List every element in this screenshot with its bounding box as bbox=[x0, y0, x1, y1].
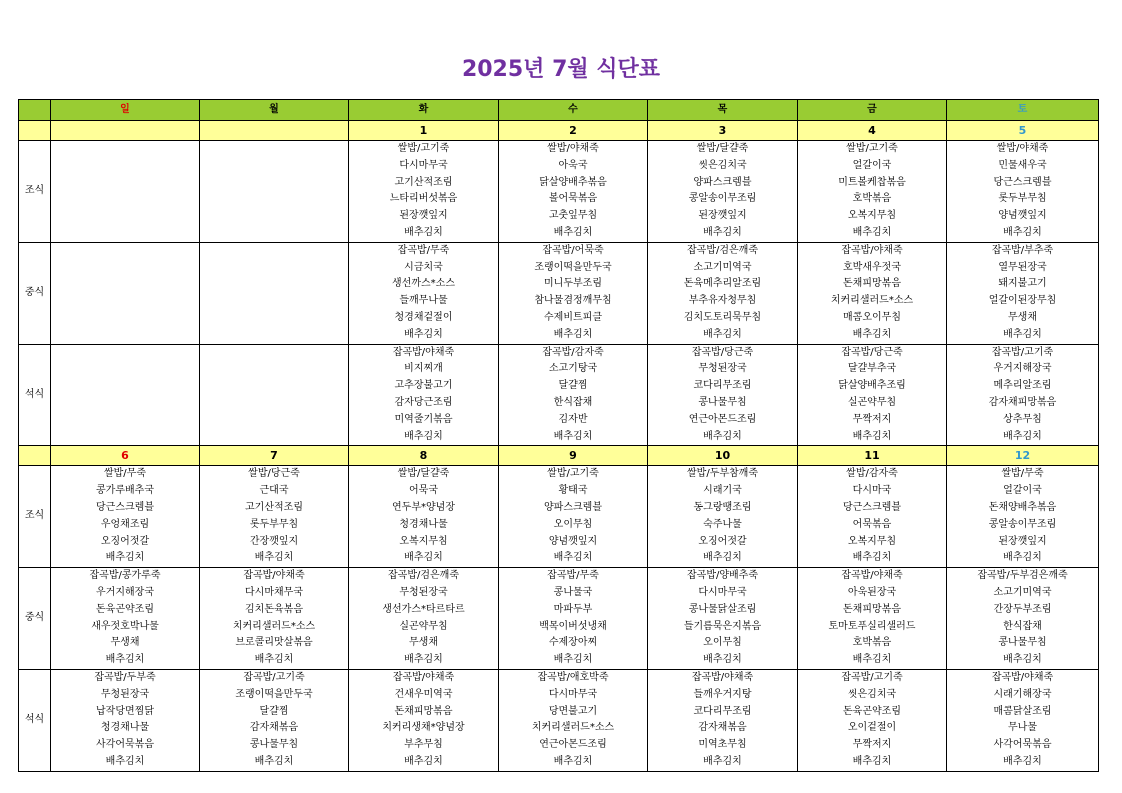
date-row bbox=[19, 446, 1099, 466]
menu-item: 아욱된장국 bbox=[847, 586, 897, 598]
menu-cell bbox=[947, 141, 1099, 243]
menu-item: 잡곡밥/양배추죽 bbox=[687, 570, 758, 582]
menu-item: 부추무침 bbox=[404, 739, 443, 751]
menu-item: 쌀밥/고기죽 bbox=[547, 468, 599, 480]
menu-item: 다시마무국 bbox=[399, 159, 448, 171]
menu-item: 메추리알조림 bbox=[993, 380, 1052, 392]
menu-item: 돈채양배추볶음 bbox=[988, 501, 1057, 513]
menu-item: 잡곡밥/어묵죽 bbox=[542, 244, 604, 256]
menu-item: 다시마국 bbox=[852, 485, 892, 497]
date-row-label bbox=[19, 121, 51, 141]
menu-item: 무생채 bbox=[409, 637, 438, 649]
header-corner bbox=[19, 100, 51, 121]
menu-item: 민물새우국 bbox=[998, 159, 1047, 171]
menu-item: 시래기국 bbox=[703, 485, 742, 497]
menu-item: 쌀밥/야채죽 bbox=[547, 143, 599, 154]
menu-item: 오이무침 bbox=[553, 518, 593, 530]
menu-item: 무나물 bbox=[1008, 722, 1037, 734]
menu-cell bbox=[798, 669, 947, 771]
menu-item: 상추무침 bbox=[1003, 413, 1042, 425]
menu-item: 들기름묵은지볶음 bbox=[683, 620, 762, 632]
menu-item: 치커리샐러드*소스 bbox=[531, 722, 615, 734]
menu-item: 고춧잎무침 bbox=[548, 210, 598, 222]
menu-item: 배추김치 bbox=[852, 328, 892, 340]
menu-item: 미역초무침 bbox=[698, 739, 747, 751]
menu-item: 토마토푸실리샐러드 bbox=[828, 620, 916, 632]
menu-item: 감자채볶음 bbox=[249, 722, 299, 734]
menu-item: 마파두부 bbox=[553, 603, 593, 615]
menu-item: 오복지무침 bbox=[847, 535, 897, 547]
menu-item: 잡곡밥/콩가루죽 bbox=[89, 570, 161, 582]
menu-item: 백목이버섯냉채 bbox=[539, 620, 607, 632]
menu-item: 수제장아찌 bbox=[548, 637, 598, 649]
menu-item: 콩알송이무조림 bbox=[988, 518, 1057, 530]
menu-item: 된장깻잎지 bbox=[698, 210, 747, 222]
weekday-header: 화 bbox=[349, 100, 499, 121]
menu-item: 배추김치 bbox=[254, 755, 294, 767]
menu-item: 잡곡밥/감자죽 bbox=[542, 346, 604, 358]
menu-item: 납작당면찜닭 bbox=[96, 705, 154, 717]
date-cell: 2 bbox=[499, 121, 648, 141]
menu-item: 무청된장국 bbox=[698, 363, 747, 375]
menu-item: 김자반 bbox=[558, 413, 588, 425]
menu-cell bbox=[200, 466, 349, 568]
menu-item: 생선가스*타르타르 bbox=[382, 603, 465, 615]
menu-item: 배추김치 bbox=[852, 430, 892, 442]
menu-item: 실곤약무침 bbox=[847, 396, 897, 408]
menu-item: 잡곡밥/두부죽 bbox=[94, 671, 156, 683]
meal-plan-table bbox=[18, 99, 1099, 772]
menu-item: 느타리버섯볶음 bbox=[389, 193, 458, 205]
meal-label: 조식 bbox=[19, 466, 51, 568]
menu-item: 된장깻잎지 bbox=[998, 535, 1047, 547]
menu-cell bbox=[947, 669, 1099, 771]
menu-item: 부추유자청무침 bbox=[688, 295, 757, 307]
meal-row bbox=[19, 466, 1099, 568]
menu-item: 콩나물무침 bbox=[698, 396, 747, 408]
menu-item: 배추김치 bbox=[703, 755, 742, 767]
menu-cell bbox=[798, 141, 947, 243]
menu-item: 잡곡밥/야채죽 bbox=[392, 671, 455, 683]
menu-item: 치커리생채*양념장 bbox=[382, 722, 465, 734]
menu-cell bbox=[947, 466, 1099, 568]
menu-item: 돈육곤약조림 bbox=[96, 603, 154, 615]
menu-cell bbox=[349, 141, 499, 243]
menu-item: 배추김치 bbox=[404, 430, 443, 442]
menu-cell bbox=[51, 669, 200, 771]
menu-item: 콩나물닭살조림 bbox=[688, 603, 757, 615]
menu-item: 새우젓호박나물 bbox=[91, 620, 159, 632]
date-cell: 9 bbox=[499, 446, 648, 466]
menu-item: 달걀찜 bbox=[259, 705, 289, 717]
date-cell bbox=[51, 121, 200, 141]
weekday-header: 월 bbox=[200, 100, 349, 121]
menu-item: 잡곡밥/검은깨죽 bbox=[687, 244, 758, 256]
menu-item: 간장깻잎지 bbox=[249, 535, 299, 547]
menu-item: 조랭이떡을만두국 bbox=[235, 688, 313, 700]
menu-item: 매콤닭살조림 bbox=[993, 705, 1052, 717]
menu-item: 쌀밥/야채죽 bbox=[996, 143, 1049, 154]
menu-item: 롯두부무침 bbox=[249, 518, 299, 530]
menu-item: 소고기미역국 bbox=[993, 586, 1052, 598]
menu-item: 달걀부추국 bbox=[847, 363, 897, 375]
menu-item: 돈채피망볶음 bbox=[843, 278, 901, 290]
menu-item: 근대국 bbox=[259, 485, 289, 497]
menu-cell bbox=[349, 344, 499, 446]
menu-item: 쌀밥/당근죽 bbox=[248, 468, 300, 480]
menu-item: 닭살양배추볶음 bbox=[539, 176, 607, 188]
menu-item: 배추김치 bbox=[553, 654, 593, 666]
menu-cell bbox=[499, 568, 648, 670]
menu-cell bbox=[200, 344, 349, 446]
menu-item: 콩나물국 bbox=[553, 586, 593, 598]
menu-cell bbox=[947, 242, 1099, 344]
menu-item: 소고기탕국 bbox=[548, 363, 598, 375]
menu-item: 달걀찜 bbox=[558, 380, 588, 392]
menu-item: 잡곡밥/고기죽 bbox=[841, 671, 903, 683]
date-cell: 7 bbox=[200, 446, 349, 466]
menu-item: 배추김치 bbox=[404, 755, 443, 767]
menu-item: 사각어묵볶음 bbox=[96, 739, 154, 751]
menu-item: 잡곡밥/무죽 bbox=[397, 244, 450, 256]
menu-item: 배추김치 bbox=[852, 226, 892, 238]
menu-item: 잡곡밥/부추죽 bbox=[991, 244, 1054, 256]
menu-item: 쌀밥/감자죽 bbox=[846, 468, 898, 480]
meal-row bbox=[19, 669, 1099, 771]
meal-label: 조식 bbox=[19, 141, 51, 243]
menu-item: 호박볶음 bbox=[852, 637, 892, 649]
menu-item: 연두부*양념장 bbox=[392, 501, 455, 513]
menu-item: 호박새우젓국 bbox=[843, 261, 901, 273]
menu-item: 얼갈이된장무침 bbox=[988, 295, 1057, 307]
menu-item: 배추김치 bbox=[852, 755, 892, 767]
menu-item: 김치도토리묵무침 bbox=[683, 311, 762, 323]
date-cell: 1 bbox=[349, 121, 499, 141]
menu-item: 다시마채무국 bbox=[245, 586, 303, 598]
menu-cell bbox=[51, 141, 200, 243]
menu-cell bbox=[349, 242, 499, 344]
menu-item: 잡곡밥/야채죽 bbox=[841, 244, 903, 256]
menu-item: 잡곡밥/무죽 bbox=[547, 570, 599, 582]
menu-item: 무짝저지 bbox=[852, 739, 892, 751]
meal-row bbox=[19, 568, 1099, 670]
menu-item: 무청된장국 bbox=[100, 688, 150, 700]
menu-item: 우거지해장국 bbox=[993, 363, 1052, 375]
weekday-header: 토 bbox=[947, 100, 1099, 121]
menu-item: 연근아몬드조림 bbox=[688, 413, 757, 425]
menu-item: 배추김치 bbox=[703, 654, 742, 666]
menu-item: 건새우미역국 bbox=[394, 688, 453, 700]
menu-item: 배추김치 bbox=[254, 552, 294, 564]
menu-cell bbox=[51, 466, 200, 568]
menu-item: 참나물겸정깨무침 bbox=[534, 295, 612, 307]
menu-item: 미트볼케찹볶음 bbox=[838, 176, 906, 188]
menu-item: 아욱국 bbox=[558, 159, 588, 171]
menu-item: 배추김치 bbox=[1003, 328, 1042, 340]
menu-item: 들깨무나물 bbox=[399, 295, 448, 307]
date-cell: 10 bbox=[648, 446, 798, 466]
menu-item: 양파스크렘블 bbox=[544, 501, 602, 513]
menu-item: 사각어묵볶음 bbox=[993, 739, 1052, 751]
menu-item: 무생채 bbox=[1008, 311, 1037, 323]
date-cell: 4 bbox=[798, 121, 947, 141]
date-cell: 11 bbox=[798, 446, 947, 466]
menu-cell bbox=[648, 568, 798, 670]
menu-item: 배추김치 bbox=[553, 552, 593, 564]
menu-cell bbox=[499, 669, 648, 771]
menu-item: 배추김치 bbox=[553, 226, 593, 238]
menu-item: 쌀밥/달걀죽 bbox=[397, 468, 450, 480]
menu-cell bbox=[51, 344, 200, 446]
menu-item: 콩나물무침 bbox=[998, 637, 1047, 649]
menu-item: 청경채나물 bbox=[100, 722, 150, 734]
menu-item: 배추김치 bbox=[105, 654, 145, 666]
menu-cell bbox=[648, 141, 798, 243]
meal-label: 중식 bbox=[19, 242, 51, 344]
menu-item: 열무된장국 bbox=[998, 261, 1047, 273]
weekday-header: 일 bbox=[51, 100, 200, 121]
menu-item: 콩나물무침 bbox=[249, 739, 299, 751]
menu-cell bbox=[798, 242, 947, 344]
menu-item: 잡곡밥/야채죽 bbox=[392, 346, 455, 358]
menu-cell bbox=[349, 568, 499, 670]
menu-item: 연근아몬드조림 bbox=[539, 739, 607, 751]
weekday-header: 목 bbox=[648, 100, 798, 121]
menu-item: 잡곡밥/당근죽 bbox=[691, 346, 754, 358]
menu-item: 된장깻잎지 bbox=[399, 210, 448, 222]
menu-cell bbox=[200, 141, 349, 243]
menu-cell bbox=[349, 669, 499, 771]
menu-item: 미니두부조림 bbox=[544, 278, 602, 290]
menu-item: 배추김치 bbox=[404, 654, 443, 666]
menu-item: 오복지무침 bbox=[847, 210, 897, 222]
menu-item: 비지찌개 bbox=[404, 363, 443, 375]
menu-item: 무생채 bbox=[110, 637, 140, 649]
menu-cell bbox=[499, 242, 648, 344]
menu-cell bbox=[648, 344, 798, 446]
menu-item: 고추장불고기 bbox=[394, 380, 453, 392]
menu-item: 잡곡밥/야채죽 bbox=[691, 671, 754, 683]
menu-item: 수제비트피클 bbox=[544, 311, 602, 323]
menu-item: 오징어젓갈 bbox=[698, 535, 747, 547]
menu-item: 감자채볶음 bbox=[698, 722, 747, 734]
menu-item: 잡곡밥/검은깨죽 bbox=[388, 570, 459, 582]
menu-item: 황태국 bbox=[558, 485, 588, 497]
date-cell: 8 bbox=[349, 446, 499, 466]
menu-item: 배추김치 bbox=[553, 328, 593, 340]
menu-item: 콩가루배추국 bbox=[96, 485, 154, 497]
menu-item: 배추김치 bbox=[1003, 654, 1042, 666]
menu-item: 배추김치 bbox=[105, 755, 145, 767]
page-title: 2025년 7월 식단표 bbox=[461, 57, 661, 82]
menu-item: 돼지불고기 bbox=[998, 278, 1047, 290]
weekday-header: 수 bbox=[499, 100, 648, 121]
date-row bbox=[19, 121, 1099, 141]
menu-cell bbox=[200, 568, 349, 670]
menu-item: 어묵국 bbox=[409, 485, 438, 497]
meal-row bbox=[19, 344, 1099, 446]
menu-item: 양념깻잎지 bbox=[548, 535, 598, 547]
menu-cell bbox=[499, 344, 648, 446]
menu-item: 치커리샐러드*소스 bbox=[830, 295, 914, 307]
menu-item: 배추김치 bbox=[404, 226, 443, 238]
menu-item: 잡곡밥/야채죽 bbox=[991, 671, 1054, 683]
menu-item: 감자당근조림 bbox=[394, 396, 453, 408]
date-cell: 6 bbox=[51, 446, 200, 466]
menu-cell bbox=[648, 242, 798, 344]
menu-item: 호박볶음 bbox=[852, 193, 892, 205]
menu-item: 고기산적조림 bbox=[245, 501, 303, 513]
menu-item: 잡곡밥/두부검은깨죽 bbox=[977, 570, 1068, 582]
menu-cell bbox=[947, 568, 1099, 670]
menu-item: 감자채피망볶음 bbox=[988, 396, 1057, 408]
menu-item: 양파스크렘블 bbox=[693, 176, 752, 188]
menu-cell bbox=[499, 466, 648, 568]
menu-item: 우엉채조림 bbox=[100, 518, 150, 530]
menu-item: 코다리무조림 bbox=[693, 705, 752, 717]
menu-item: 쌀밥/고기죽 bbox=[397, 143, 450, 154]
menu-item: 한식잡채 bbox=[553, 396, 593, 408]
menu-item: 배추김치 bbox=[703, 226, 742, 238]
menu-item: 김치돈육볶음 bbox=[245, 603, 303, 615]
menu-item: 치커리샐러드*소스 bbox=[232, 620, 316, 632]
menu-item: 쌀밥/달걀죽 bbox=[696, 143, 749, 154]
menu-item: 콩알송이무조림 bbox=[688, 193, 757, 205]
menu-item: 배추김치 bbox=[553, 755, 593, 767]
menu-item: 배추김치 bbox=[852, 654, 892, 666]
menu-item: 얼갈이국 bbox=[852, 159, 892, 171]
menu-item: 다시마무국 bbox=[548, 688, 598, 700]
menu-item: 배추김치 bbox=[1003, 430, 1042, 442]
menu-cell bbox=[51, 242, 200, 344]
menu-cell bbox=[798, 568, 947, 670]
menu-item: 무청된장국 bbox=[399, 586, 448, 598]
date-cell: 12 bbox=[947, 446, 1099, 466]
menu-item: 당면불고기 bbox=[548, 705, 598, 717]
menu-item: 잡곡밥/고기죽 bbox=[991, 346, 1054, 358]
menu-item: 브로콜리맛살볶음 bbox=[235, 637, 313, 649]
menu-cell bbox=[200, 669, 349, 771]
menu-cell bbox=[499, 141, 648, 243]
menu-item: 무짝저지 bbox=[852, 413, 892, 425]
menu-item: 배추김치 bbox=[105, 552, 145, 564]
date-cell bbox=[200, 121, 349, 141]
meal-label: 석식 bbox=[19, 669, 51, 771]
menu-cell bbox=[200, 242, 349, 344]
menu-item: 매콤오이무침 bbox=[843, 311, 901, 323]
menu-item: 미역줄기볶음 bbox=[394, 413, 453, 425]
menu-item: 돈채피망볶음 bbox=[394, 705, 453, 717]
menu-item: 배추김치 bbox=[703, 430, 742, 442]
menu-item: 들깨우거지탕 bbox=[693, 688, 752, 700]
meal-row bbox=[19, 141, 1099, 243]
menu-item: 씻은김치국 bbox=[847, 688, 897, 700]
date-row-label bbox=[19, 446, 51, 466]
menu-item: 쌀밥/무죽 bbox=[1001, 468, 1044, 480]
menu-item: 얼갈이국 bbox=[1003, 485, 1042, 497]
menu-cell bbox=[349, 466, 499, 568]
menu-item: 배추김치 bbox=[852, 552, 892, 564]
menu-item: 소고기미역국 bbox=[693, 261, 752, 273]
menu-item: 잡곡밥/애호박죽 bbox=[537, 671, 609, 683]
menu-item: 시래기해장국 bbox=[993, 688, 1052, 700]
menu-cell bbox=[51, 568, 200, 670]
menu-item: 쌀밥/고기죽 bbox=[846, 143, 898, 154]
menu-item: 배추김치 bbox=[1003, 755, 1042, 767]
menu-cell bbox=[648, 466, 798, 568]
menu-item: 잡곡밥/야채죽 bbox=[841, 570, 903, 582]
weekday-header: 금 bbox=[798, 100, 947, 121]
menu-item: 양념깻잎지 bbox=[998, 210, 1047, 222]
menu-item: 배추김치 bbox=[703, 328, 742, 340]
menu-item: 씻은김치국 bbox=[698, 159, 747, 171]
menu-item: 당근스크렘블 bbox=[993, 176, 1052, 188]
menu-item: 한식잡채 bbox=[1003, 620, 1042, 632]
menu-item: 시금치국 bbox=[404, 261, 443, 273]
menu-item: 생선까스*소스 bbox=[392, 278, 455, 290]
menu-item: 배추김치 bbox=[553, 430, 593, 442]
menu-item: 배추김치 bbox=[1003, 552, 1042, 564]
menu-item: 실곤약무침 bbox=[399, 620, 448, 632]
menu-item: 쌀밥/두부참깨죽 bbox=[687, 468, 758, 480]
menu-item: 동그랑땡조림 bbox=[693, 501, 752, 513]
menu-item: 배추김치 bbox=[254, 654, 294, 666]
menu-item: 배추김치 bbox=[703, 552, 742, 564]
menu-item: 당근스크렘블 bbox=[843, 501, 901, 513]
menu-cell bbox=[798, 344, 947, 446]
menu-item: 당근스크렘블 bbox=[96, 501, 154, 513]
menu-item: 고기산적조림 bbox=[394, 176, 453, 188]
date-cell: 3 bbox=[648, 121, 798, 141]
menu-item: 오징어젓갈 bbox=[100, 535, 150, 547]
menu-item: 코다리무조림 bbox=[693, 380, 752, 392]
menu-item: 닭살양배추조림 bbox=[838, 380, 906, 392]
date-cell: 5 bbox=[947, 121, 1099, 141]
menu-item: 잡곡밥/야채죽 bbox=[243, 570, 305, 582]
meal-label: 석식 bbox=[19, 344, 51, 446]
meal-label: 중식 bbox=[19, 568, 51, 670]
weekday-header-row bbox=[19, 100, 1099, 121]
menu-cell bbox=[648, 669, 798, 771]
menu-item: 오이겉절이 bbox=[847, 722, 897, 734]
meal-row bbox=[19, 242, 1099, 344]
menu-item: 돈육곤약조림 bbox=[843, 705, 901, 717]
menu-item: 볼어묵볶음 bbox=[548, 193, 598, 205]
menu-item: 돈채피망볶음 bbox=[843, 603, 901, 615]
menu-item: 배추김치 bbox=[1003, 226, 1042, 238]
menu-item: 돈육메추리알조림 bbox=[683, 278, 762, 290]
menu-cell bbox=[947, 344, 1099, 446]
menu-item: 배추김치 bbox=[404, 328, 443, 340]
menu-item: 어묵볶음 bbox=[852, 518, 892, 530]
menu-item: 잡곡밥/고기죽 bbox=[243, 671, 305, 683]
menu-item: 간장두부조림 bbox=[993, 603, 1052, 615]
menu-item: 청경채나물 bbox=[399, 518, 448, 530]
menu-item: 다시마무국 bbox=[698, 586, 747, 598]
menu-item: 오이무침 bbox=[703, 637, 742, 649]
menu-item: 오복지무침 bbox=[399, 535, 448, 547]
menu-item: 잡곡밥/당근죽 bbox=[841, 346, 903, 358]
menu-item: 롯두부무침 bbox=[998, 193, 1047, 205]
menu-item: 숙주나물 bbox=[703, 518, 742, 530]
menu-item: 청경채겉절이 bbox=[394, 311, 453, 323]
menu-item: 우거지해장국 bbox=[96, 586, 154, 598]
menu-item: 조랭이떡을만두국 bbox=[534, 261, 612, 273]
menu-cell bbox=[798, 466, 947, 568]
menu-item: 쌀밥/무죽 bbox=[103, 468, 146, 480]
menu-item: 배추김치 bbox=[404, 552, 443, 564]
